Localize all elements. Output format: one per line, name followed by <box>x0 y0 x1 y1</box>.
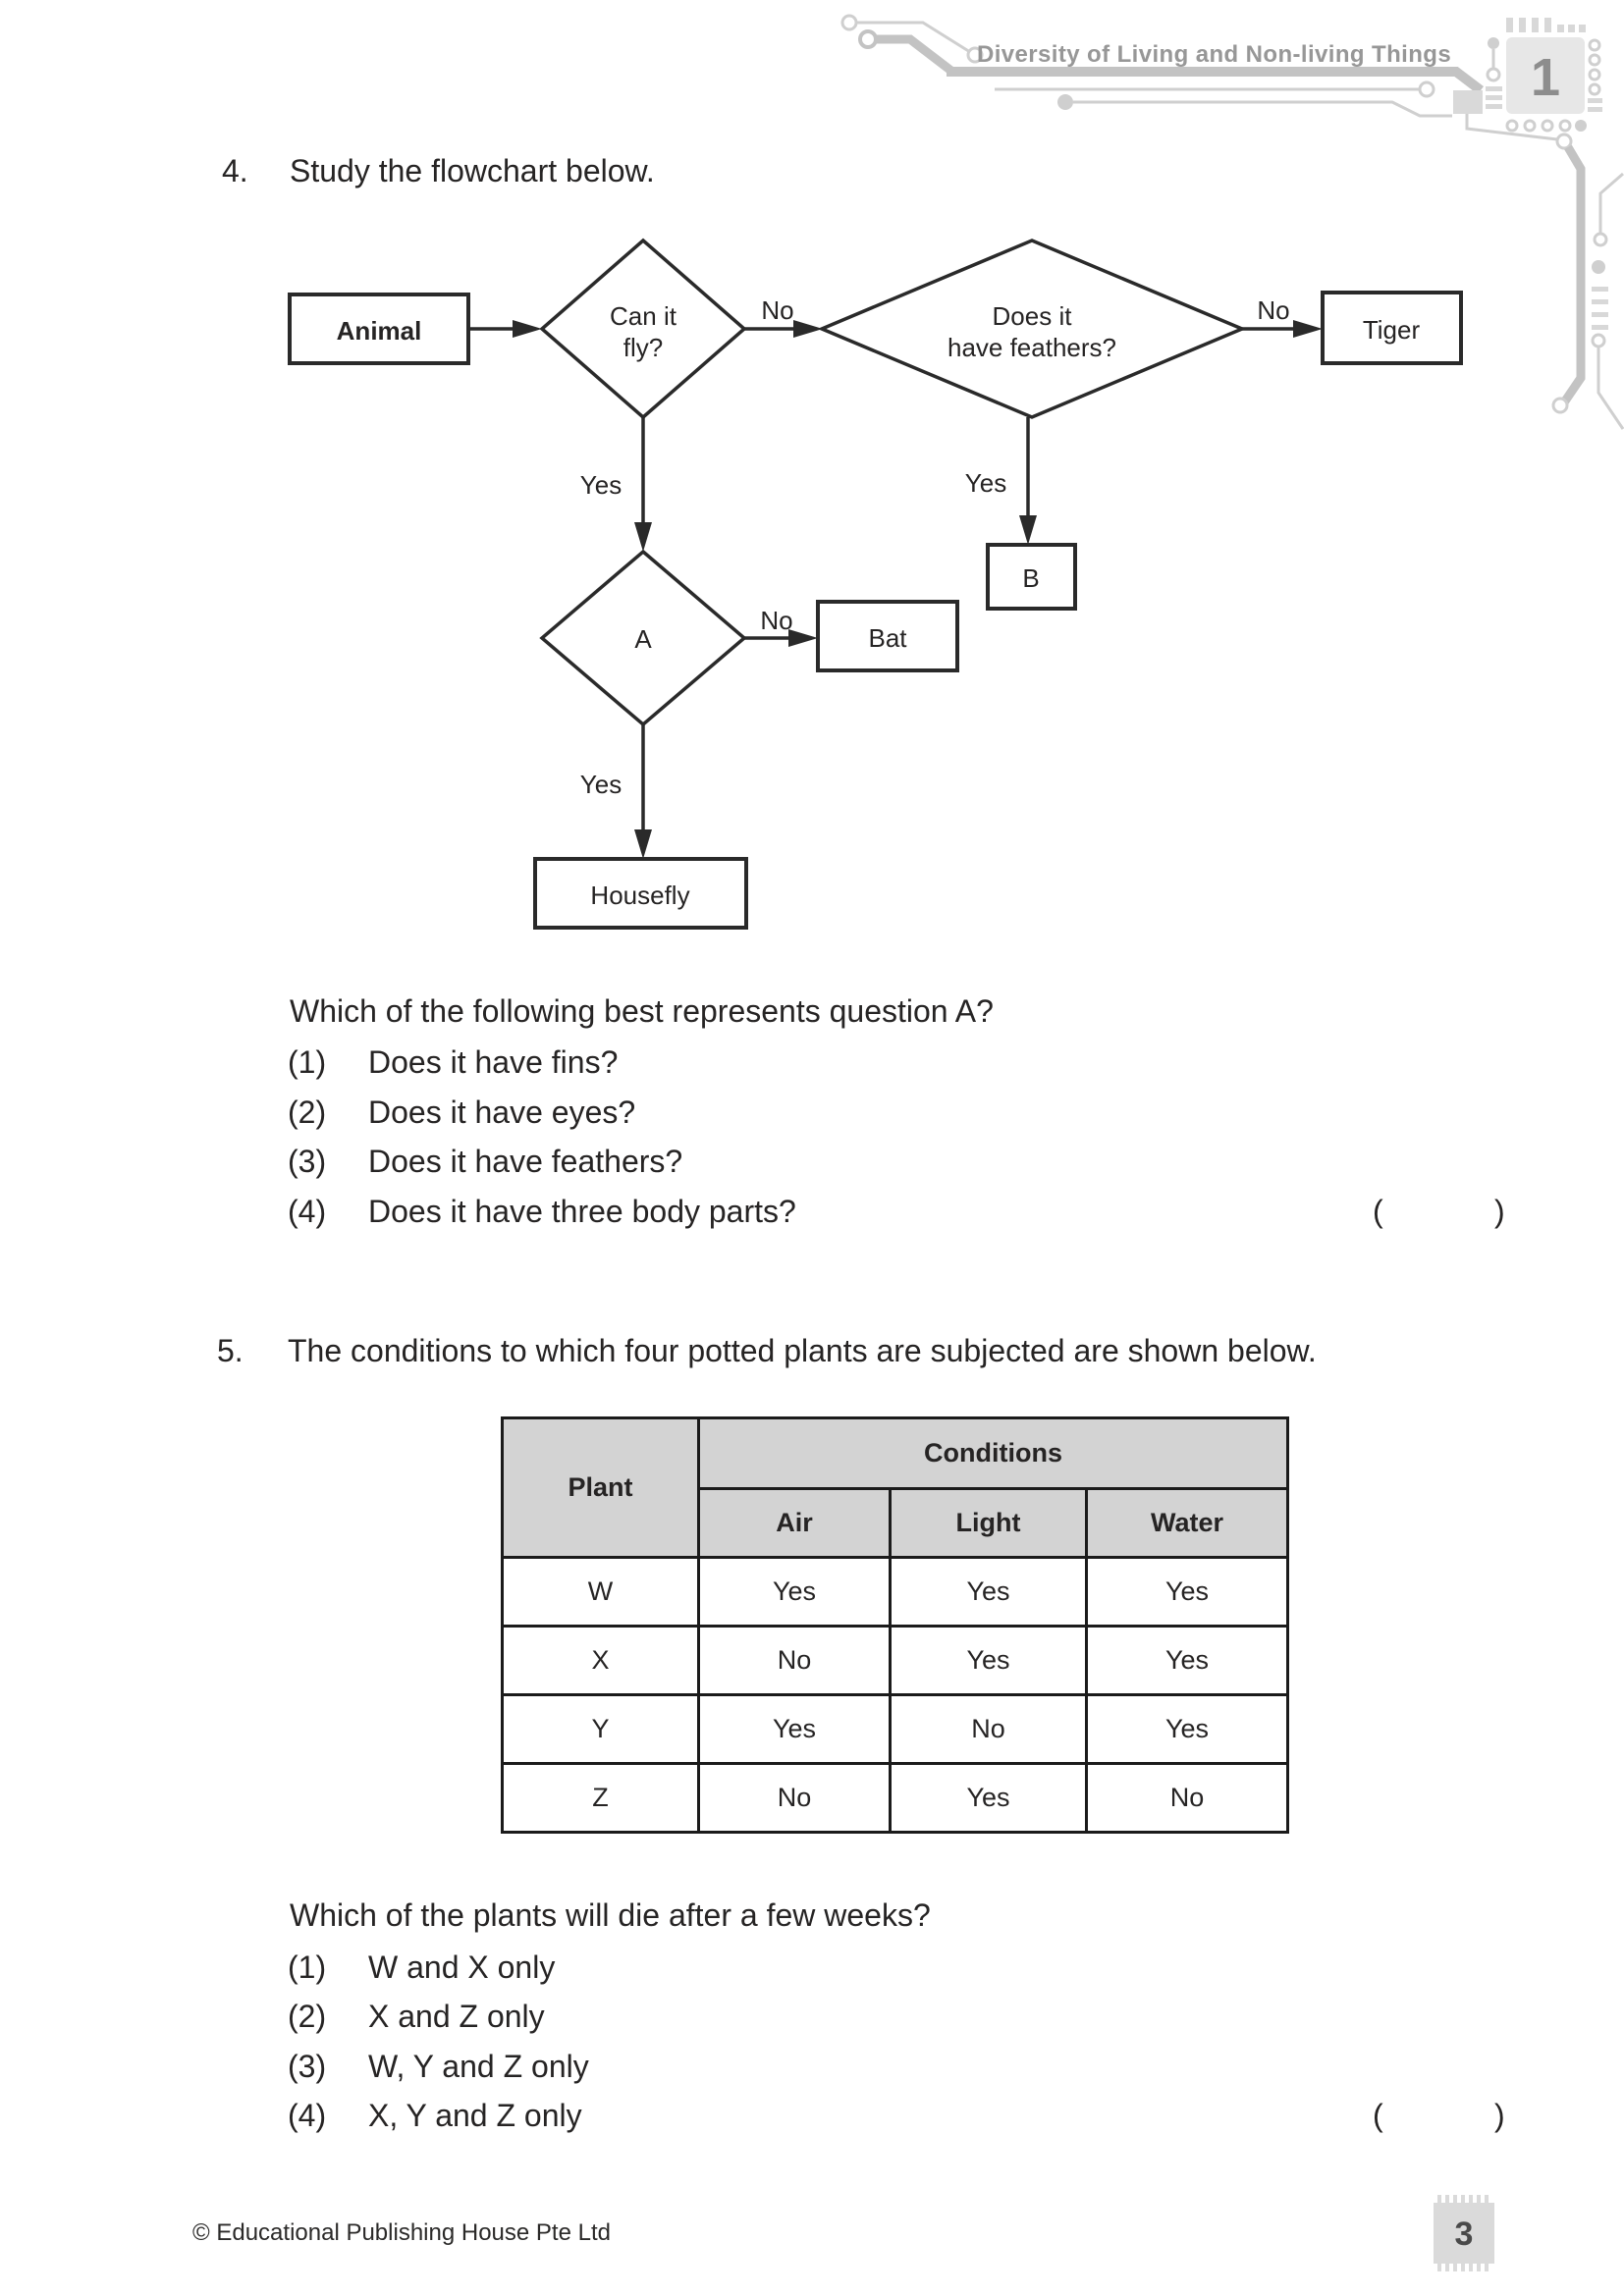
q4-option-2-text: Does it have eyes? <box>368 1095 636 1130</box>
page-number-badge <box>1434 2195 1494 2271</box>
cell-air: Yes <box>699 1695 891 1764</box>
q4-answer-bracket-open: ( <box>1373 1194 1383 1229</box>
question-5-prompt-line <box>217 1333 1317 1369</box>
node-b <box>988 545 1075 609</box>
q5-option-4-number: (4) <box>288 2098 327 2133</box>
col-header-plant: Plant <box>503 1418 699 1558</box>
node-animal <box>290 294 468 363</box>
q4-option-3-text: Does it have feathers? <box>368 1144 683 1179</box>
q5-option-2 <box>288 1999 545 2035</box>
q5-option-3-text: W, Y and Z only <box>368 2049 589 2084</box>
cell-air: Yes <box>699 1558 891 1627</box>
cell-water: Yes <box>1087 1695 1288 1764</box>
col-header-air: Air <box>699 1489 891 1558</box>
table-row <box>503 1627 1288 1695</box>
node-tiger-label: Tiger <box>1362 315 1421 345</box>
cell-air: No <box>699 1627 891 1695</box>
node-decision-a <box>542 552 744 724</box>
branch-no-3: No <box>760 606 793 635</box>
cell-plant: Y <box>503 1695 699 1764</box>
q5-option-3-number: (3) <box>288 2049 327 2084</box>
flowchart <box>290 240 1461 928</box>
q4-option-2-number: (2) <box>288 1095 327 1130</box>
cell-plant: X <box>503 1627 699 1695</box>
q4-option-1-number: (1) <box>288 1044 327 1080</box>
q4-option-3-number: (3) <box>288 1144 327 1179</box>
node-b-label: B <box>1022 563 1040 593</box>
page-number: 3 <box>1454 2216 1474 2253</box>
q5-answer-bracket-close: ) <box>1494 2098 1505 2133</box>
cell-plant: W <box>503 1558 699 1627</box>
q4-option-2 <box>288 1095 635 1131</box>
table-row <box>503 1695 1288 1764</box>
q5-answer-bracket-open: ( <box>1373 2098 1383 2133</box>
cell-water: Yes <box>1087 1558 1288 1627</box>
cell-light: No <box>891 1695 1087 1764</box>
q4-option-1-text: Does it have fins? <box>368 1044 619 1080</box>
q5-option-3 <box>288 2049 589 2085</box>
chapter-number: 1 <box>1530 48 1561 107</box>
branch-no-2: No <box>1257 295 1290 325</box>
branch-yes-2: Yes <box>964 468 1007 498</box>
col-header-water: Water <box>1087 1489 1288 1558</box>
node-decision-feathers <box>822 240 1242 417</box>
question-4-stem: Which of the following best represents question A? <box>290 993 994 1029</box>
col-header-conditions: Conditions <box>699 1418 1288 1489</box>
col-header-light: Light <box>891 1489 1087 1558</box>
node-animal-label: Animal <box>336 316 422 346</box>
table-row <box>503 1764 1288 1833</box>
cell-air: No <box>699 1764 891 1833</box>
cell-light: Yes <box>891 1627 1087 1695</box>
q5-option-1-number: (1) <box>288 1949 327 1985</box>
decision3-label: A <box>634 624 652 654</box>
flowchart-connectors <box>468 329 1298 834</box>
question-4-number: 4. <box>222 153 248 188</box>
conditions-table <box>501 1416 1289 1834</box>
table-header-row-1 <box>503 1418 1288 1489</box>
q4-option-4 <box>288 1194 796 1230</box>
question-5-stem: Which of the plants will die after a few weeks? <box>290 1897 931 1933</box>
node-decision-can-it-fly <box>542 240 744 417</box>
q5-option-2-text: X and Z only <box>368 1999 545 2034</box>
decision2-line2: have feathers? <box>947 333 1117 362</box>
cell-plant: Z <box>503 1764 699 1833</box>
cell-water: No <box>1087 1764 1288 1833</box>
chapter-title: Diversity of Living and Non-living Things <box>977 41 1452 68</box>
node-housefly-label: Housefly <box>590 881 690 910</box>
cell-light: Yes <box>891 1558 1087 1627</box>
chapter-chip <box>1486 18 1602 132</box>
question-5-number: 5. <box>217 1333 244 1368</box>
node-bat <box>818 602 957 670</box>
question-4-prompt-line <box>222 153 655 189</box>
decision1-line2: fly? <box>623 333 664 362</box>
table-row <box>503 1558 1288 1627</box>
q5-option-2-number: (2) <box>288 1999 327 2034</box>
q5-option-4-text: X, Y and Z only <box>368 2098 582 2133</box>
node-bat-label: Bat <box>868 623 907 653</box>
q4-option-1 <box>288 1044 618 1081</box>
q4-option-3 <box>288 1144 682 1180</box>
node-housefly <box>535 859 746 928</box>
cell-light: Yes <box>891 1764 1087 1833</box>
copyright-notice: © Educational Publishing House Pte Ltd <box>192 2219 611 2246</box>
q5-option-4 <box>288 2098 582 2134</box>
q4-option-4-text: Does it have three body parts? <box>368 1194 796 1229</box>
q5-option-1-text: W and X only <box>368 1949 556 1985</box>
q4-option-4-number: (4) <box>288 1194 327 1229</box>
branch-no-1: No <box>761 295 794 325</box>
node-tiger <box>1323 293 1461 363</box>
question-4-prompt: Study the flowchart below. <box>290 153 655 188</box>
branch-yes-3: Yes <box>579 770 623 799</box>
q5-option-1 <box>288 1949 555 1986</box>
decision2-line1: Does it <box>992 301 1072 331</box>
question-5-prompt: The conditions to which four potted plants are subjected are shown below. <box>288 1333 1317 1368</box>
decision1-line1: Can it <box>610 301 677 331</box>
q4-answer-bracket-close: ) <box>1494 1194 1505 1229</box>
cell-water: Yes <box>1087 1627 1288 1695</box>
branch-yes-1: Yes <box>579 470 623 500</box>
